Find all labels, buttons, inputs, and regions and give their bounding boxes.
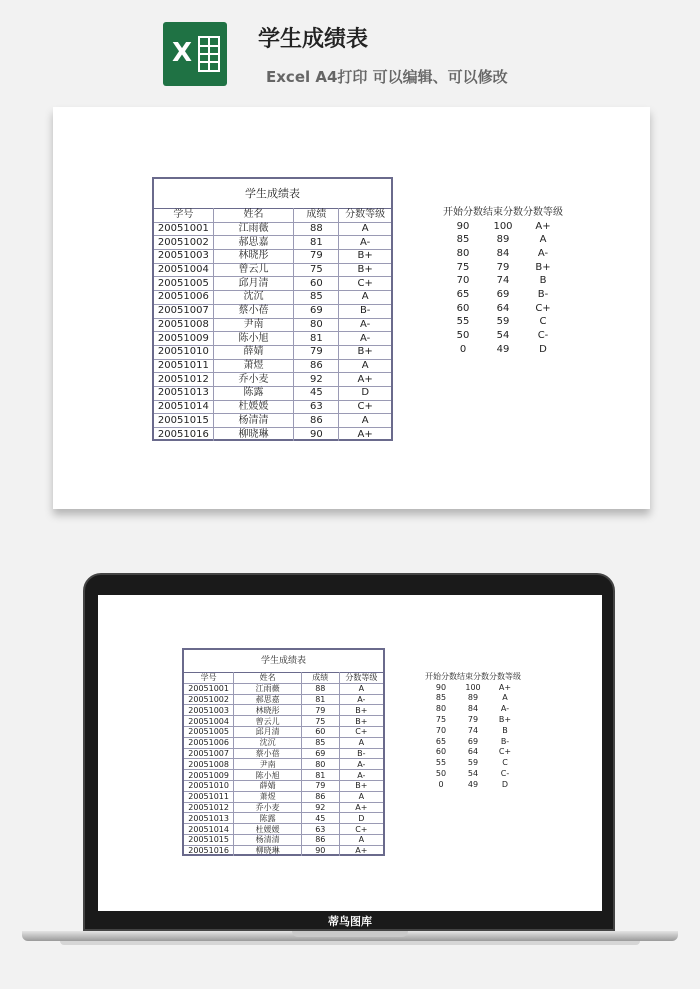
- table-cell: A: [539, 234, 547, 246]
- table-cell: 81: [294, 332, 339, 346]
- grade-row: [425, 703, 521, 714]
- table-cell: 75: [294, 263, 339, 277]
- table-cell: 20051011: [184, 791, 234, 802]
- table-cell: 陈小旭: [213, 332, 294, 346]
- table-cell: A: [339, 683, 383, 694]
- table-cell: A-: [339, 759, 383, 770]
- table-cell: 0: [459, 343, 467, 355]
- table-cell: 63: [294, 400, 339, 414]
- table-cell: 55: [435, 758, 447, 768]
- table-cell: 50: [456, 330, 470, 342]
- table-cell: 沈沉: [213, 291, 294, 305]
- table-cell: 陈小旭: [234, 770, 302, 781]
- table-cell: C+: [339, 277, 391, 291]
- table-cell: 80: [294, 318, 339, 332]
- table-cell: 90: [301, 845, 339, 856]
- table-row: [154, 318, 391, 332]
- table-cell: 20051008: [154, 318, 213, 332]
- table-cell: A-: [339, 694, 383, 705]
- grade-row: [443, 247, 563, 261]
- table-row: [184, 780, 383, 791]
- table-cell: A: [339, 834, 383, 845]
- table-row: [154, 400, 391, 414]
- grade-row: [443, 288, 563, 302]
- table-row: [154, 386, 391, 400]
- header-row: [443, 206, 563, 220]
- table-cell: A-: [339, 236, 391, 250]
- table-cell: 曾云儿: [213, 263, 294, 277]
- grade-row: [425, 682, 521, 693]
- table-cell: 74: [496, 275, 510, 287]
- table-cell: B: [502, 725, 508, 735]
- brand-label: 蒂鸟图库: [328, 915, 372, 928]
- grade-row: [443, 343, 563, 357]
- header-row: [154, 209, 391, 223]
- grade-row: [443, 220, 563, 234]
- grade-row: [443, 329, 563, 343]
- table-cell: 79: [467, 715, 479, 725]
- table-cell: 59: [496, 316, 510, 328]
- table-row: [184, 748, 383, 759]
- table-cell: A: [339, 359, 391, 373]
- table-cell: 20051015: [184, 834, 234, 845]
- table-cell: 80: [456, 247, 470, 259]
- table-cell: 85: [456, 234, 470, 246]
- table-row: [184, 726, 383, 737]
- column-header: 结束分数: [483, 206, 523, 218]
- column-header: 姓名: [234, 673, 302, 684]
- table-row: [154, 359, 391, 373]
- table-cell: 20051002: [184, 694, 234, 705]
- table-cell: 蔡小蓓: [213, 304, 294, 318]
- table-cell: 郝思嘉: [213, 236, 294, 250]
- grade-row: [425, 736, 521, 747]
- column-header: 分数等级: [489, 671, 521, 681]
- table-cell: 49: [496, 343, 510, 355]
- excel-icon: X: [171, 38, 193, 68]
- table-cell: D: [339, 386, 391, 400]
- table-row: [154, 277, 391, 291]
- table-row: [184, 834, 383, 845]
- grade-row: [425, 757, 521, 768]
- table-cell: 100: [493, 220, 513, 232]
- table-cell: B+: [339, 250, 391, 264]
- table-cell: B+: [498, 715, 512, 725]
- table-cell: A+: [535, 220, 551, 232]
- table-cell: 杨清清: [213, 414, 294, 428]
- laptop-notch: [292, 931, 408, 937]
- table-cell: 75: [456, 261, 470, 273]
- table-row: [184, 791, 383, 802]
- grade-row: [425, 747, 521, 758]
- table-cell: 60: [435, 747, 447, 757]
- grade-row: [443, 261, 563, 275]
- table-cell: 65: [435, 736, 447, 746]
- table-cell: 萧煜: [213, 359, 294, 373]
- table-cell: 20051006: [154, 291, 213, 305]
- grade-row: [443, 316, 563, 330]
- table-row: [184, 694, 383, 705]
- table-cell: 85: [294, 291, 339, 305]
- table-cell: 郝思嘉: [234, 694, 302, 705]
- table-row: [154, 263, 391, 277]
- table-row: [184, 802, 383, 813]
- table-cell: 79: [496, 261, 510, 273]
- table-cell: 20051007: [154, 304, 213, 318]
- table-cell: 49: [467, 779, 479, 789]
- grade-row: [425, 693, 521, 704]
- table-cell: 蔡小蓓: [234, 748, 302, 759]
- page-title: 学生成绩表: [258, 27, 369, 52]
- spreadsheet-grid-icon: [198, 36, 220, 72]
- table-cell: B+: [339, 345, 391, 359]
- table-cell: 75: [301, 716, 339, 727]
- table-cell: 杜媛媛: [234, 824, 302, 835]
- score-table: [152, 177, 393, 441]
- table-cell: 45: [294, 386, 339, 400]
- table-cell: 江雨薇: [234, 683, 302, 694]
- table-cell: 20051003: [154, 250, 213, 264]
- table-cell: 86: [294, 414, 339, 428]
- score-grid: [184, 672, 383, 856]
- table-cell: 陈露: [213, 386, 294, 400]
- table-row: [154, 291, 391, 305]
- table-cell: 陈露: [234, 813, 302, 824]
- table-cell: 54: [496, 330, 510, 342]
- table-cell: 20051009: [184, 770, 234, 781]
- table-row: [154, 236, 391, 250]
- table-row: [184, 759, 383, 770]
- table-row: [154, 222, 391, 236]
- table-cell: 55: [456, 316, 470, 328]
- table-cell: 20051002: [154, 236, 213, 250]
- table-cell: 75: [435, 715, 447, 725]
- table-cell: 薛婧: [213, 345, 294, 359]
- grade-row: [425, 725, 521, 736]
- table-cell: 沈沉: [234, 737, 302, 748]
- table-cell: 90: [294, 428, 339, 442]
- table-cell: 69: [294, 304, 339, 318]
- table-cell: A-: [339, 770, 383, 781]
- table-cell: 0: [438, 779, 444, 789]
- table-cell: 尹南: [234, 759, 302, 770]
- column-header: 成绩: [301, 673, 339, 684]
- table-row: [154, 304, 391, 318]
- table-cell: 69: [467, 736, 479, 746]
- header-row: [425, 671, 521, 682]
- column-header: 开始分数: [443, 206, 483, 218]
- table-cell: 74: [467, 725, 479, 735]
- table-cell: 80: [301, 759, 339, 770]
- table-cell: 79: [301, 780, 339, 791]
- table-cell: 88: [294, 222, 339, 236]
- grade-row: [425, 714, 521, 725]
- score-table: [182, 648, 385, 856]
- table-cell: 林晓彤: [234, 705, 302, 716]
- table-cell: C+: [339, 400, 391, 414]
- table-cell: A-: [339, 318, 391, 332]
- page-subtitle: Excel A4打印 可以编辑、可以修改: [266, 68, 508, 86]
- grade-row: [425, 779, 521, 790]
- table-cell: D: [539, 343, 547, 355]
- table-row: [154, 345, 391, 359]
- table-cell: 20051016: [184, 845, 234, 856]
- table-cell: 20051011: [154, 359, 213, 373]
- table-cell: A-: [500, 704, 510, 714]
- table-cell: A: [502, 693, 508, 703]
- table-cell: 81: [301, 694, 339, 705]
- table-cell: C+: [339, 824, 383, 835]
- table-row: [154, 332, 391, 346]
- table-cell: A: [339, 222, 391, 236]
- table-cell: 65: [456, 288, 470, 300]
- table-cell: B+: [339, 716, 383, 727]
- table-cell: 江雨薇: [213, 222, 294, 236]
- table-cell: D: [339, 813, 383, 824]
- table-cell: C: [539, 316, 547, 328]
- table-cell: 50: [435, 769, 447, 779]
- table-cell: B: [539, 275, 547, 287]
- table-cell: 柳晓琳: [234, 845, 302, 856]
- table-cell: 60: [456, 302, 470, 314]
- table-cell: A: [339, 414, 391, 428]
- column-header: 成绩: [294, 209, 339, 223]
- table-row: [184, 845, 383, 856]
- table-row: [184, 813, 383, 824]
- score-grid: [154, 208, 391, 441]
- column-header: 开始分数: [425, 671, 457, 681]
- table-cell: 20051016: [154, 428, 213, 442]
- table-cell: B-: [339, 304, 391, 318]
- table-row: [154, 428, 391, 442]
- header-row: [184, 673, 383, 684]
- table-cell: 79: [294, 250, 339, 264]
- table-cell: 20051014: [184, 824, 234, 835]
- table-cell: B-: [500, 736, 510, 746]
- column-header: 结束分数: [457, 671, 489, 681]
- table-cell: 20051004: [184, 716, 234, 727]
- table-cell: 邱月清: [234, 726, 302, 737]
- table-cell: 79: [301, 705, 339, 716]
- table-cell: A+: [498, 682, 512, 692]
- table-caption: 学生成绩表: [260, 656, 306, 666]
- table-cell: A-: [537, 247, 549, 259]
- table-cell: A: [339, 737, 383, 748]
- table-row: [184, 824, 383, 835]
- table-row: [154, 250, 391, 264]
- column-header: 学号: [184, 673, 234, 684]
- grade-row: [443, 302, 563, 316]
- table-cell: 63: [301, 824, 339, 835]
- table-cell: 60: [301, 726, 339, 737]
- excel-logo: [163, 22, 227, 86]
- table-cell: 20051008: [184, 759, 234, 770]
- column-header: 分数等级: [339, 673, 383, 684]
- table-cell: 80: [435, 704, 447, 714]
- table-cell: 20051012: [154, 373, 213, 387]
- table-cell: 薛婧: [234, 780, 302, 791]
- table-cell: 70: [456, 275, 470, 287]
- table-cell: 81: [301, 770, 339, 781]
- table-cell: B+: [339, 263, 391, 277]
- table-row: [184, 683, 383, 694]
- table-cell: 杜媛媛: [213, 400, 294, 414]
- table-cell: B-: [339, 748, 383, 759]
- column-header: 分数等级: [523, 206, 563, 218]
- table-cell: B+: [339, 705, 383, 716]
- table-cell: 林晓彤: [213, 250, 294, 264]
- table-cell: 20051010: [154, 345, 213, 359]
- table-cell: 88: [301, 683, 339, 694]
- table-cell: A: [339, 791, 383, 802]
- table-cell: 92: [301, 802, 339, 813]
- grade-row: [425, 768, 521, 779]
- table-cell: 85: [435, 693, 447, 703]
- table-cell: 79: [294, 345, 339, 359]
- table-cell: 20051015: [154, 414, 213, 428]
- table-cell: A+: [339, 845, 383, 856]
- table-cell: 59: [467, 758, 479, 768]
- table-cell: 69: [301, 748, 339, 759]
- grade-range-table: [443, 206, 563, 357]
- table-cell: A+: [339, 373, 391, 387]
- table-cell: 69: [496, 288, 510, 300]
- table-cell: C-: [500, 769, 510, 779]
- table-cell: 20051012: [184, 802, 234, 813]
- table-cell: 92: [294, 373, 339, 387]
- table-cell: 86: [301, 834, 339, 845]
- table-cell: 20051001: [184, 683, 234, 694]
- grade-range-table: [425, 671, 521, 790]
- table-row: [184, 737, 383, 748]
- table-cell: 20051003: [184, 705, 234, 716]
- table-cell: A-: [339, 332, 391, 346]
- column-header: 分数等级: [339, 209, 391, 223]
- table-cell: 84: [496, 247, 510, 259]
- table-cell: A+: [339, 802, 383, 813]
- table-cell: 柳晓琳: [213, 428, 294, 442]
- table-cell: 86: [294, 359, 339, 373]
- table-cell: C+: [535, 302, 551, 314]
- table-cell: A: [339, 291, 391, 305]
- table-cell: 20051010: [184, 780, 234, 791]
- table-row: [184, 716, 383, 727]
- table-cell: 20051007: [184, 748, 234, 759]
- laptop-foot: [60, 941, 640, 945]
- table-cell: 20051013: [154, 386, 213, 400]
- table-cell: 20051006: [184, 737, 234, 748]
- table-cell: 90: [435, 682, 447, 692]
- table-cell: 20051009: [154, 332, 213, 346]
- column-header: 姓名: [213, 209, 294, 223]
- table-cell: 85: [301, 737, 339, 748]
- table-cell: B+: [339, 780, 383, 791]
- table-cell: 60: [294, 277, 339, 291]
- table-cell: 64: [467, 747, 479, 757]
- table-cell: 84: [467, 704, 479, 714]
- table-cell: 20051001: [154, 222, 213, 236]
- table-cell: C+: [498, 747, 512, 757]
- table-row: [154, 373, 391, 387]
- table-cell: C+: [339, 726, 383, 737]
- grade-row: [443, 274, 563, 288]
- table-row: [184, 770, 383, 781]
- table-cell: 86: [301, 791, 339, 802]
- table-cell: 70: [435, 725, 447, 735]
- table-cell: 81: [294, 236, 339, 250]
- table-cell: 45: [301, 813, 339, 824]
- table-cell: 90: [456, 220, 470, 232]
- table-row: [184, 705, 383, 716]
- table-cell: C: [502, 758, 508, 768]
- table-cell: 乔小麦: [234, 802, 302, 813]
- table-caption: 学生成绩表: [245, 187, 300, 200]
- table-cell: 20051013: [184, 813, 234, 824]
- table-cell: B+: [535, 261, 551, 273]
- grade-row: [443, 233, 563, 247]
- table-row: [154, 414, 391, 428]
- table-cell: 89: [496, 234, 510, 246]
- table-cell: 20051004: [154, 263, 213, 277]
- table-cell: 89: [467, 693, 479, 703]
- table-cell: 54: [467, 769, 479, 779]
- table-cell: 杨清清: [234, 834, 302, 845]
- table-cell: 邱月清: [213, 277, 294, 291]
- table-cell: 100: [465, 682, 481, 692]
- table-cell: 20051014: [154, 400, 213, 414]
- table-cell: D: [501, 779, 509, 789]
- table-cell: 萧煜: [234, 791, 302, 802]
- table-cell: 64: [496, 302, 510, 314]
- table-cell: C-: [537, 330, 549, 342]
- table-cell: B-: [537, 288, 549, 300]
- table-cell: 20051005: [154, 277, 213, 291]
- column-header: 学号: [154, 209, 213, 223]
- table-cell: 乔小麦: [213, 373, 294, 387]
- table-cell: 20051005: [184, 726, 234, 737]
- table-cell: 曾云儿: [234, 716, 302, 727]
- table-cell: A+: [339, 428, 391, 442]
- table-cell: 尹南: [213, 318, 294, 332]
